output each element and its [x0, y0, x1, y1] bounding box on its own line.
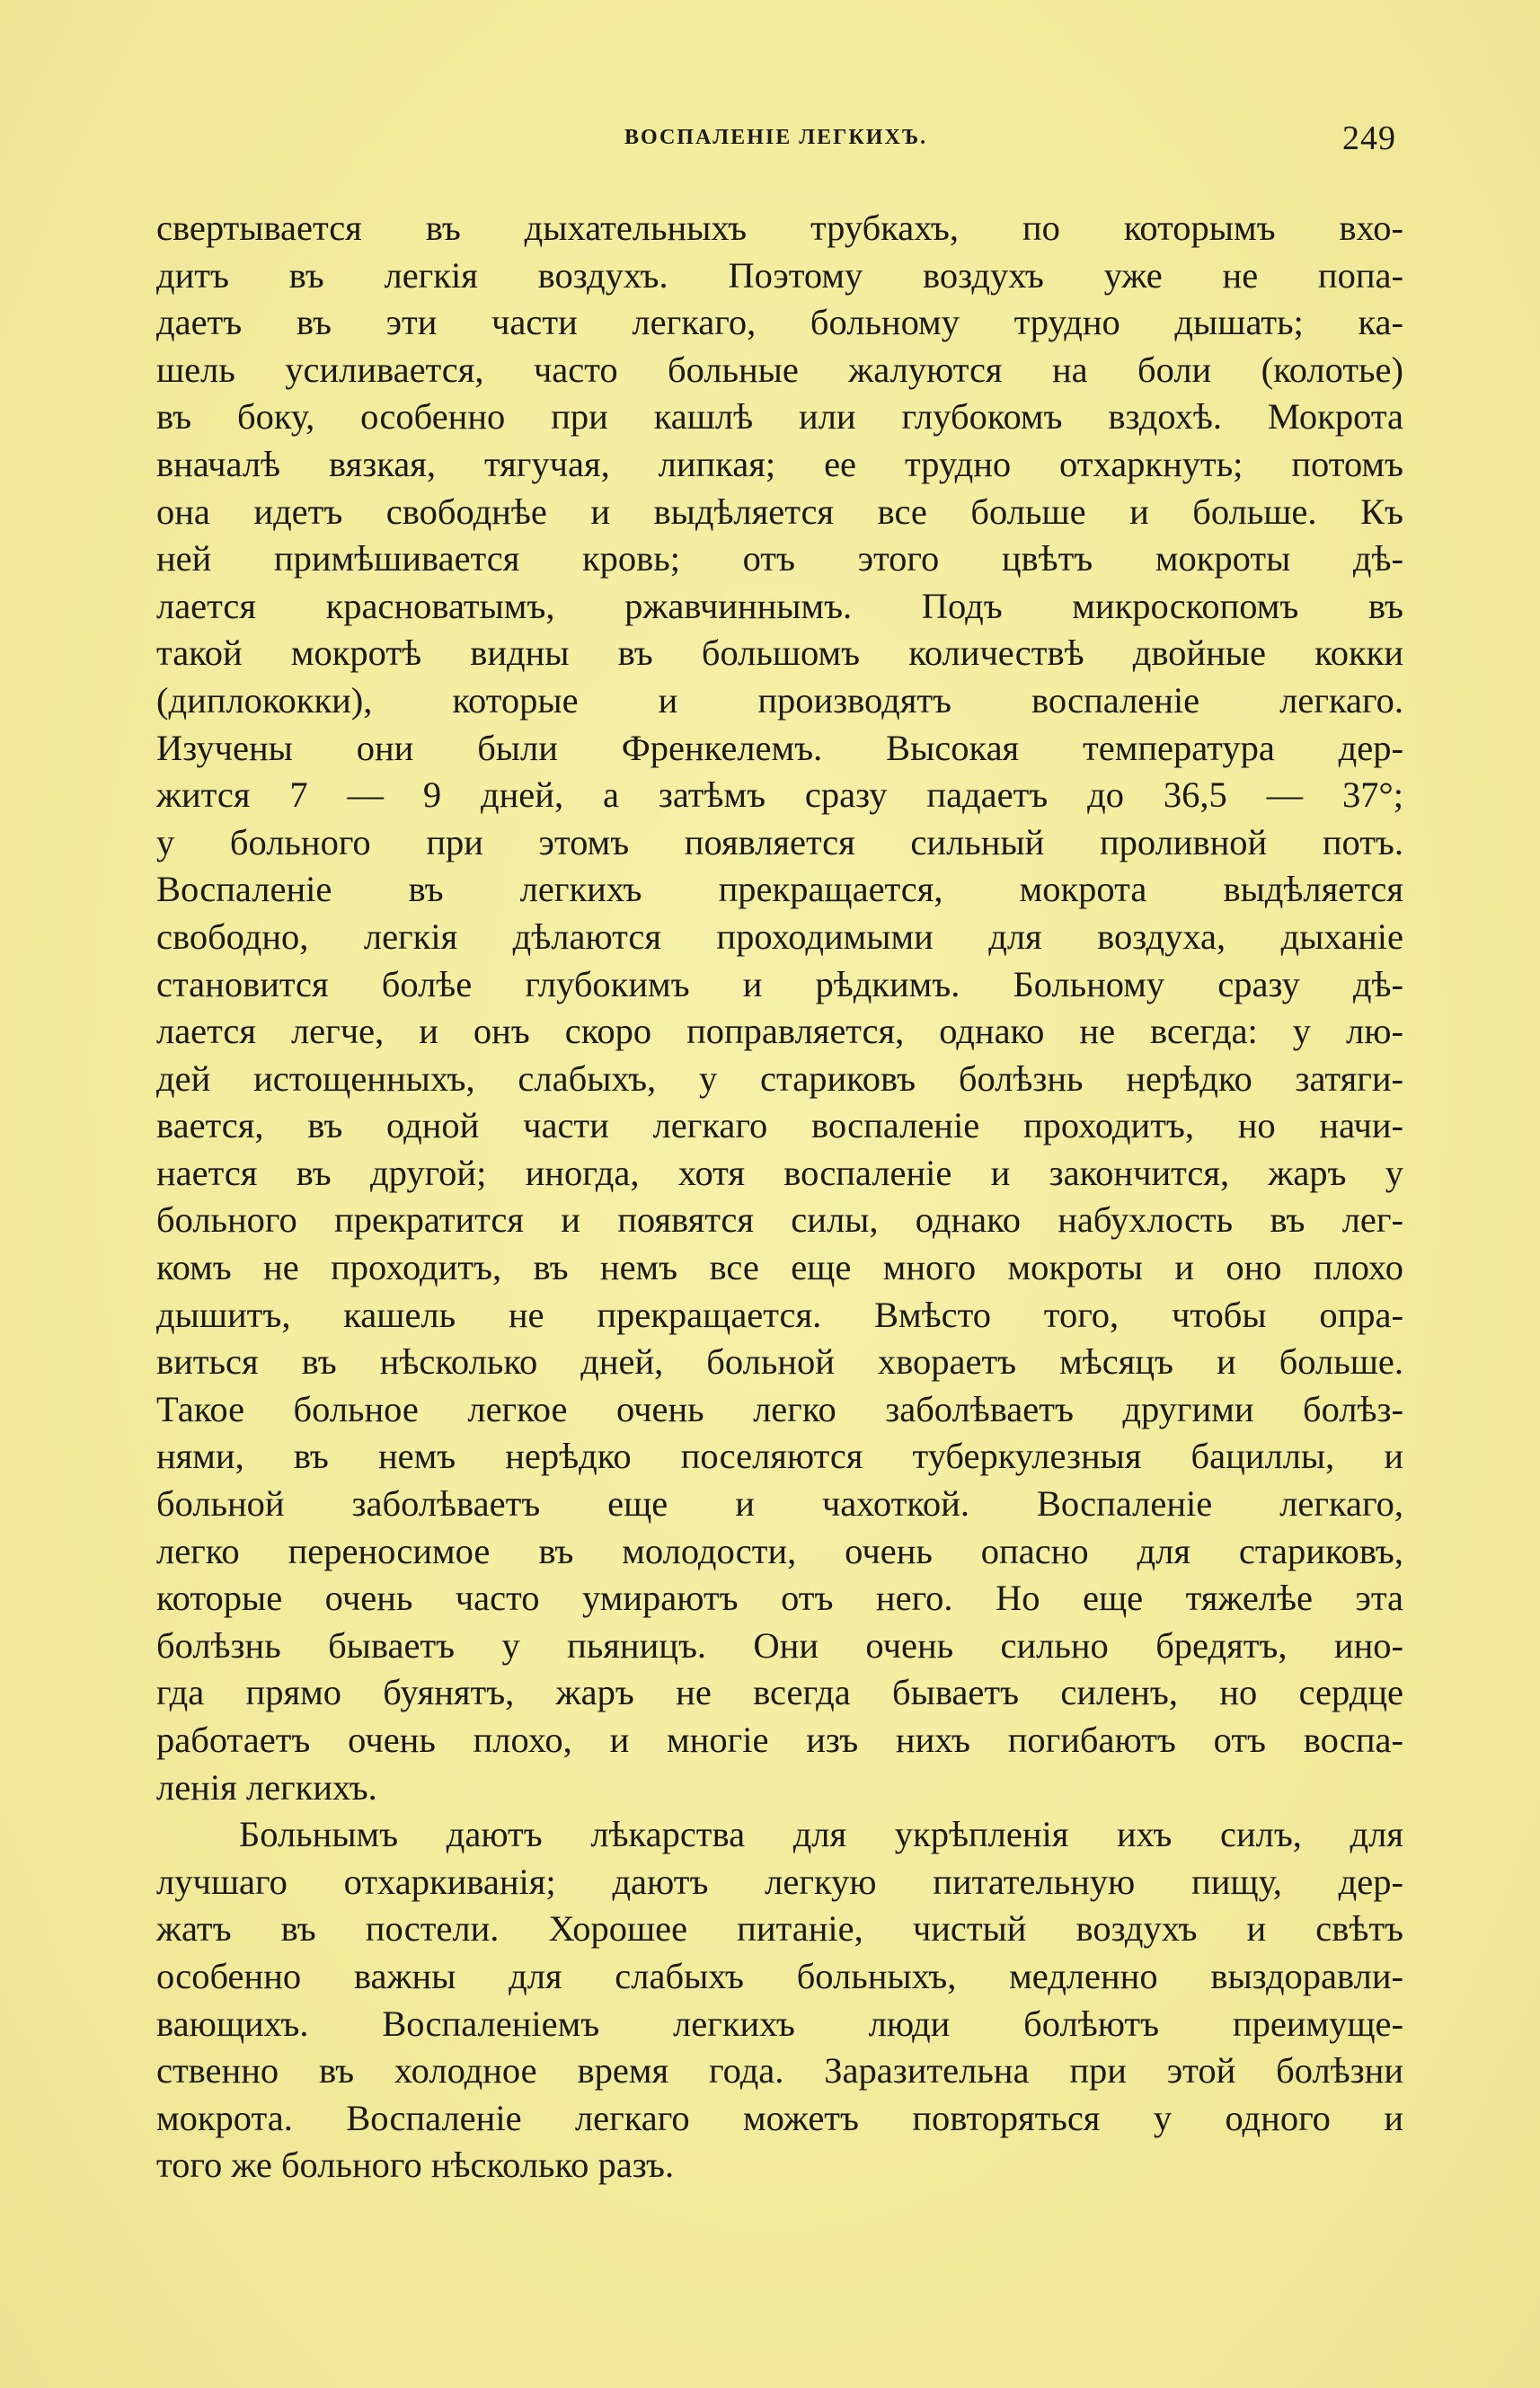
text-line: жится 7 — 9 дней, а затѣмъ сразу падаетъ до 36,5 — 37°; — [156, 774, 1403, 816]
running-title: ВОСПАЛЕНІЕ ЛЕГКИХЪ. — [624, 126, 928, 149]
text-line: она идетъ свободнѣе и выдѣляется все больше и больше. Къ — [156, 491, 1403, 532]
paragraph-container — [156, 205, 1403, 2189]
text-line: вначалѣ вязкая, тягучая, липкая; ее трудно отхаркнуть; потомъ — [156, 443, 1403, 484]
text-line: дышитъ, кашель не прекращается. Вмѣсто того, чтобы опра- — [156, 1294, 1403, 1335]
text-line: дитъ въ легкія воздухъ. Поэтому воздухъ уже не попа- — [156, 254, 1403, 296]
text-line: того же больного нѣсколько разъ. — [156, 2145, 675, 2186]
text-line: комъ не проходитъ, въ немъ все еще много мокроты и оно плохо — [156, 1247, 1403, 1288]
text-line: которые очень часто умираютъ отъ него. Но еще тяжелѣе эта — [156, 1578, 1403, 1619]
text-line: ней примѣшивается кровь; отъ этого цвѣтъ мокроты дѣ- — [156, 538, 1403, 579]
text-line: лается красноватымъ, ржавчиннымъ. Подъ микроскопомъ въ — [156, 585, 1403, 626]
text-line: легко переносимое въ молодости, очень опасно для стариковъ, — [156, 1530, 1403, 1571]
text-line: ленія легкихъ. — [156, 1766, 377, 1808]
paragraph — [156, 205, 1403, 1811]
text-line: Воспаленіе въ легкихъ прекращается, мокрота выдѣляется — [156, 869, 1403, 910]
text-line: (диплококки), которые и производятъ воспаленіе легкаго. — [156, 679, 1403, 721]
text-line: мокрота. Воспаленіе легкаго можетъ повторяться у одного и — [156, 2097, 1403, 2138]
text-line: жатъ въ постели. Хорошее питаніе, чистый воздухъ и свѣтъ — [156, 1908, 1403, 1950]
page-number: 249 — [1342, 119, 1396, 157]
text-line: свободно, легкія дѣлаются проходимыми для воздуха, дыханіе — [156, 915, 1403, 957]
text-line: шель усиливается, часто больные жалуются на боли (колотье) — [156, 349, 1403, 390]
text-line: вающихъ. Воспаленіемъ легкихъ люди болѣютъ преимуще- — [156, 2003, 1403, 2044]
text-line: свертывается въ дыхательныхъ трубкахъ, по которымъ вхо- — [156, 208, 1403, 248]
text-line: лается легче, и онъ скоро поправляется, однако не всегда: у лю- — [156, 1011, 1403, 1052]
paragraph — [156, 1811, 1403, 2189]
text-line: даетъ въ эти части легкаго, больному трудно дышать; ка- — [156, 302, 1403, 343]
text-line: больного прекратится и появятся силы, однако набухлость въ лег- — [156, 1199, 1403, 1241]
text-line: у больного при этомъ появляется сильный проливной потъ. — [156, 821, 1403, 862]
text-line: гда прямо буянятъ, жаръ не всегда бываетъ силенъ, но сердце — [156, 1672, 1403, 1713]
body-text — [156, 205, 1403, 2189]
text-line: Такое больное легкое очень легко заболѣваетъ другими болѣз- — [156, 1388, 1403, 1429]
text-line: ственно въ холодное время года. Заразительна при этой болѣзни — [156, 2050, 1403, 2092]
text-line: виться въ нѣсколько дней, больной хвораетъ мѣсяцъ и больше. — [156, 1341, 1403, 1383]
text-line: вается, въ одной части легкаго воспаленіе проходитъ, но начи- — [156, 1105, 1403, 1146]
text-line: дей истощенныхъ, слабыхъ, у стариковъ болѣзнь нерѣдко затяги- — [156, 1057, 1403, 1099]
text-line: Больнымъ даютъ лѣкарства для укрѣпленія ихъ силъ, для — [239, 1814, 1403, 1855]
text-line: болѣзнь бываетъ у пьяницъ. Они очень сильно бредятъ, ино- — [156, 1624, 1403, 1666]
text-line: нями, въ немъ нерѣдко поселяются туберкулезныя бациллы, и — [156, 1436, 1403, 1477]
text-line: работаетъ очень плохо, и многіе изъ нихъ погибаютъ отъ воспа- — [156, 1720, 1403, 1760]
running-head — [0, 119, 1540, 164]
text-line: становится болѣе глубокимъ и рѣдкимъ. Больному сразу дѣ- — [156, 963, 1403, 1004]
text-line: въ боку, особенно при кашлѣ или глубокомъ вздохѣ. Мокрота — [156, 396, 1403, 438]
text-line: такой мокротѣ видны въ большомъ количествѣ двойные кокки — [156, 632, 1403, 674]
text-line: нается въ другой; иногда, хотя воспаленіе и закончится, жаръ у — [156, 1152, 1403, 1193]
text-line: лучшаго отхаркиванія; даютъ легкую питательную пищу, дер- — [156, 1861, 1403, 1902]
text-line: больной заболѣваетъ еще и чахоткой. Воспаленіе легкаго, — [156, 1483, 1403, 1525]
text-line: особенно важны для слабыхъ больныхъ, медленно выздоравли- — [156, 1955, 1403, 1996]
text-line: Изучены они были Френкелемъ. Высокая температура дер- — [156, 727, 1403, 768]
